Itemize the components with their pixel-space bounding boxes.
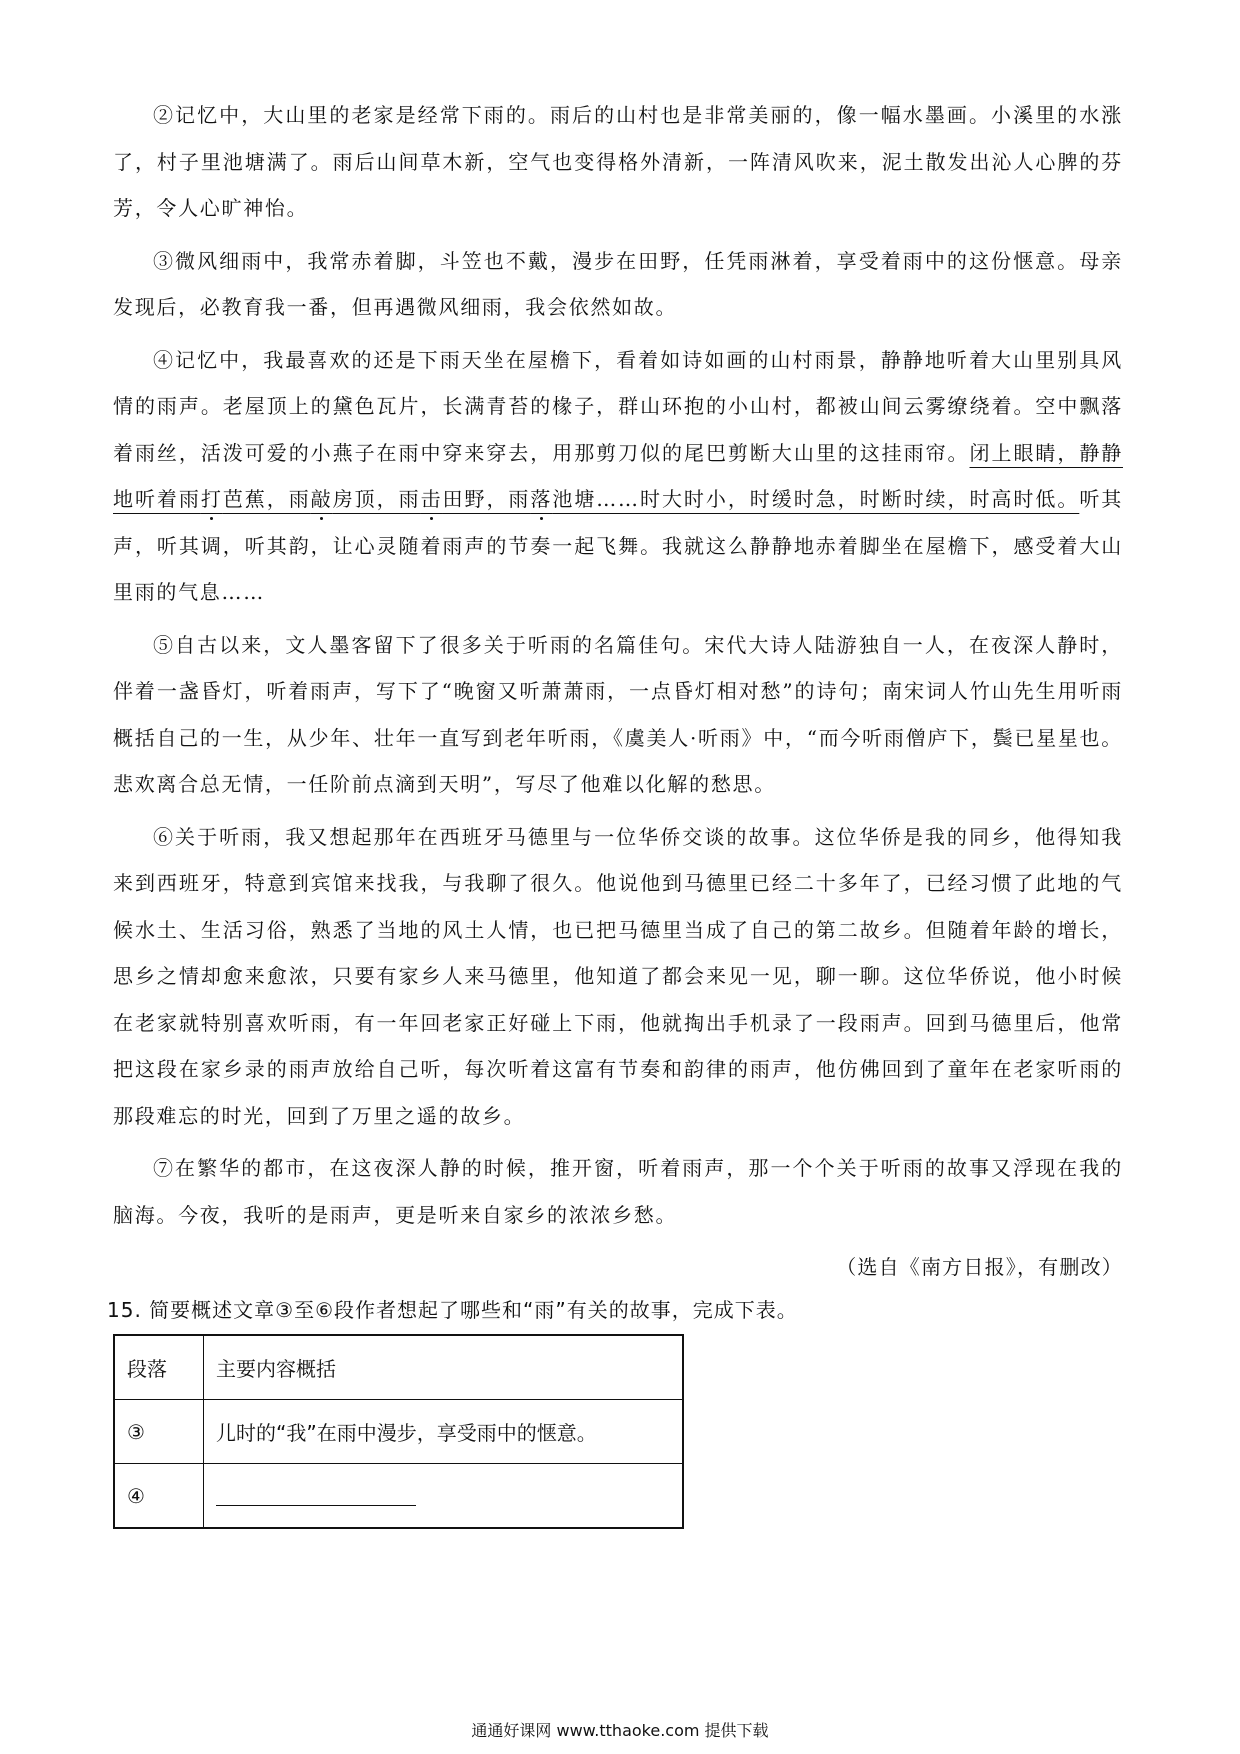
paragraph-4-text: ④记忆中，我最喜欢的还是下雨天坐在屋檐下，看着如诗如画的山村雨景，静静地听着大山里别具风情的雨声。老屋顶上的黛色瓦片，长满青苔的椽子，群山环抱的小山村，都被山间云雾缭绕着。空中飘落着雨丝，活泼可爱的小燕子在雨中穿来穿去，用那剪刀似的尾巴剪断大山里的这挂雨帘。 [113,347,1123,465]
paragraph-7: ⑦在繁华的都市，在这夜深人静的时候，推开窗，听着雨声，那一个个关于听雨的故事又浮现在我的脑海。今夜，我听的是雨声，更是听来自家乡的浓浓乡愁。 [113,1156,1123,1227]
emphasis-dot-char: 击 [420,487,443,511]
table-row [114,1400,683,1464]
row-summary: 儿时的“我”在雨中漫步，享受雨中的惬意。 [204,1400,684,1464]
underlined-part: 闭上眼睛，静静地听着雨 [113,440,1123,511]
paragraph-4-text-end: 听其声，听其调，听其韵，让心灵随着雨声的节奏一起飞舞。我就这么静静地赤着脚坐在屋檐下，感受着大山里雨的气息…… [113,487,1123,604]
question-15: 15. 简要概述文章③至⑥段作者想起了哪些和“雨”有关的故事，完成下表。 [107,1298,798,1322]
article-body [107,92,1123,1529]
row-paragraph-number: ④ [114,1464,204,1529]
source-citation: （选自《南方日报》，有删改） [836,1255,1123,1279]
emphasis-dot-char: 敲 [310,487,333,511]
page-footer: 通通好课网 www.tthaoke.com 提供下载 [471,1721,769,1740]
paragraph-3: ③微风细雨中，我常赤着脚，斗笠也不戴，漫步在田野，任凭雨淋着，享受着雨中的这份惬意。母亲发现后，必教育我一番，但再遇微风细雨，我会依然如故。 [113,248,1123,319]
underlined-part: 芭蕉，雨 [222,487,311,511]
summary-table [113,1334,684,1529]
table-row [114,1464,683,1529]
row-paragraph-number: ③ [114,1400,204,1464]
header-cell-summary: 主要内容概括 [204,1335,684,1400]
paragraph-6: ⑥关于听雨，我又想起那年在西班牙马德里与一位华侨交谈的故事。这位华侨是我的同乡，他得知我来到西班牙，特意到宾馆来找我，与我聊了很久。他说他到马德里已经二十多年了，已经习惯了此地的气候水土、生活习俗，熟悉了当地的风土人情，也已把马德里当成了自己的第二故乡。但随着年龄的增长，思乡之情却愈来愈浓，只要有家乡人来马德里，他知道了都会来见一见，聊一聊。这位华侨说，他小时候在老家就特别喜欢听雨，有一年回老家正好碰上下雨，他就掏出手机录了一段雨声。回到马德里后，他常把这段在家乡录的雨声放给自己听，每次听着这富有节奏和韵律的雨声，他仿佛回到了童年在老家听雨的那段难忘的时光，回到了万里之遥的故乡。 [113,824,1123,1128]
paragraph-4 [113,337,1123,616]
answer-blank[interactable] [216,1481,416,1506]
paragraph-2: ②记忆中，大山里的老家是经常下雨的。雨后的山村也是非常美丽的，像一幅水墨画。小溪里的水涨了，村子里池塘满了。雨后山间草木新，空气也变得格外清新，一阵清风吹来，泥土散发出沁人心脾的芬芳，令人心旷神怡。 [113,103,1123,220]
underlined-part: 房顶，雨 [332,487,421,511]
table-header-row [114,1335,683,1400]
underlined-part: 池塘……时大时小，时缓时急，时断时续，时高时低。 [552,487,1080,511]
paragraph-5: ⑤自古以来，文人墨客留下了很多关于听雨的名篇佳句。宋代大诗人陆游独自一人，在夜深人静时，伴着一盏昏灯，听着雨声，写下了“晚窗又听萧萧雨，一点昏灯相对愁”的诗句；南宋词人竹山先生用听雨概括自己的一生，从少年、壮年一直写到老年听雨，《虞美人·听雨》中，“而今听雨僧庐下，鬓已星星也。悲欢离合总无情，一任阶前点滴到天明”，写尽了他难以化解的愁思。 [113,632,1123,796]
header-cell-paragraph: 段落 [114,1335,204,1400]
row-summary-blank[interactable] [204,1464,684,1529]
emphasis-dot-char: 落 [530,487,553,511]
underlined-part: 田野，雨 [442,487,531,511]
emphasis-dot-char: 打 [200,487,223,511]
